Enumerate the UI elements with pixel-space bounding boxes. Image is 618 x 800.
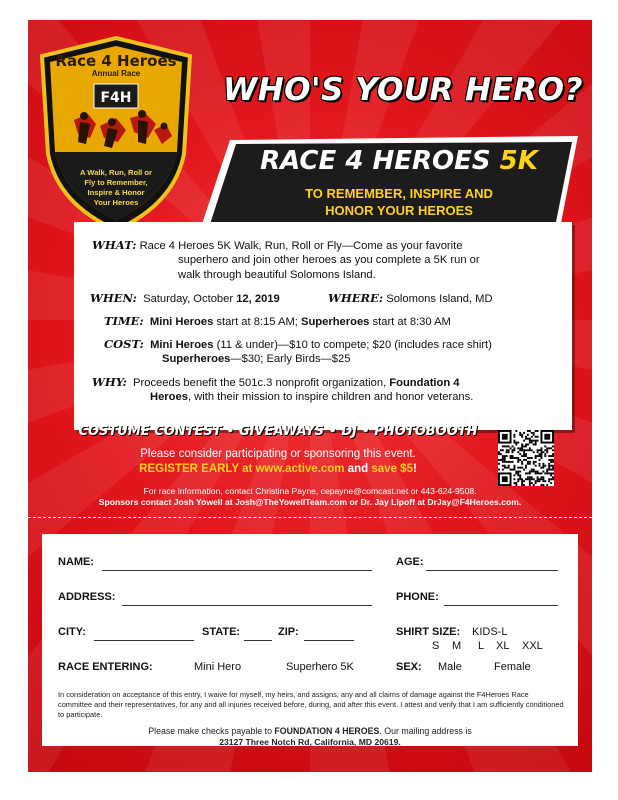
- shirt-size-xl[interactable]: XL: [496, 640, 510, 652]
- logo-tagline-line: A Walk, Run, Roll or: [80, 168, 152, 177]
- why-mission: , with their mission to inspire children and honor veterans.: [187, 391, 474, 403]
- address-label: ADDRESS:: [58, 591, 116, 603]
- why-line: [92, 375, 460, 390]
- city-label: CITY:: [58, 626, 86, 638]
- checks-text: Please make checks payable to: [148, 726, 275, 736]
- time-line: [104, 314, 451, 329]
- registration-form: [42, 534, 578, 746]
- cost-label: COST:: [104, 337, 144, 351]
- time-label: TIME:: [104, 314, 144, 328]
- shirt-size-s[interactable]: S: [432, 640, 440, 652]
- register-save: save $5: [371, 463, 413, 475]
- banner-subtitle-line: HONOR YOUR HEROES: [325, 203, 473, 218]
- cost-super: Superheroes: [162, 353, 231, 365]
- city-field[interactable]: [94, 640, 194, 641]
- age-field[interactable]: [426, 570, 558, 571]
- phone-field[interactable]: [444, 605, 558, 606]
- cost-super-price: —$30; Early Birds—$25: [230, 353, 351, 365]
- mini-hero-option[interactable]: Mini Hero: [194, 661, 242, 673]
- why-line-2: [150, 390, 473, 404]
- register-exclaim: !: [412, 463, 417, 475]
- cost-line-2: [162, 352, 350, 366]
- why-text: Proceeds benefit the 501c.3 nonprofit organization,: [133, 377, 390, 389]
- female-option[interactable]: Female: [494, 661, 531, 673]
- what-label: WHAT:: [92, 238, 137, 252]
- state-field[interactable]: [244, 640, 272, 641]
- race-entering-label: RACE ENTERING:: [58, 661, 153, 673]
- zip-field[interactable]: [304, 640, 354, 641]
- time-super-start: start at 8:30 AM: [369, 316, 451, 328]
- when-line: [90, 291, 280, 306]
- logo-tagline: [52, 168, 180, 208]
- phone-label: PHONE:: [396, 591, 439, 603]
- time-mini: Mini Heroes: [149, 316, 214, 328]
- shirt-size-kids[interactable]: KIDS-L: [472, 626, 508, 638]
- name-label: NAME:: [58, 556, 95, 568]
- cost-mini-price: (11 & under)—$10 to compete; $20 (includes race shirt): [213, 339, 492, 351]
- logo-tagline-line: Your Heroes: [93, 198, 139, 207]
- what-line-3: walk through beautiful Solomons Island.: [178, 269, 376, 281]
- register-early: REGISTER EARLY: [139, 463, 243, 475]
- race-logo: [34, 34, 198, 234]
- shirt-size-xxl[interactable]: XXL: [522, 640, 543, 652]
- when-value-b: 12, 2019: [236, 293, 280, 305]
- what-text: Race 4 Heroes 5K Walk, Run, Roll or Fly—Come as your favorite: [139, 240, 463, 252]
- banner-title-accent: 5K: [499, 146, 538, 176]
- headline: WHO'S YOUR HERO?: [223, 72, 583, 108]
- where-label: WHERE:: [328, 291, 384, 305]
- cost-mini: Mini Heroes: [150, 339, 214, 351]
- banner-title-main: RACE 4 HEROES: [260, 146, 500, 176]
- logo-tagline-line: Inspire & Honor: [87, 188, 145, 197]
- sex-label: SEX:: [396, 661, 422, 673]
- what-line-2: superhero and join other heroes as you complete a 5K run or: [178, 254, 480, 266]
- time-mini-start: start at 8:15 AM;: [213, 316, 302, 328]
- state-label: STATE:: [202, 626, 241, 638]
- why-org-2: Heroes: [150, 391, 188, 403]
- cost-line: [104, 337, 492, 352]
- shirt-size-m[interactable]: M: [452, 640, 462, 652]
- why-org: Foundation 4: [389, 377, 460, 389]
- name-field[interactable]: [102, 570, 372, 571]
- checks-payable: [52, 726, 568, 736]
- register-text: [68, 463, 488, 475]
- logo-title: Race 4 Heroes: [55, 52, 177, 70]
- mailing-address: 23127 Three Notch Rd, California, MD 20619.: [219, 737, 401, 747]
- sponsor-contact: Sponsors contact Josh Yowell at Josh@TheYowellTeam.com or Dr. Jay Lipoff at DrJay@F4Heroes.com.: [98, 497, 522, 507]
- checks-payee: FOUNDATION 4 HEROES: [274, 726, 380, 736]
- race-contact: For race information, contact Christina Payne, cepayne@comcast.net or 443-624-9508.: [143, 486, 477, 496]
- time-super: Superheroes: [301, 316, 370, 328]
- event-info-box: [74, 222, 572, 430]
- qr-code-icon[interactable]: [498, 430, 554, 486]
- shirt-size-l[interactable]: L: [478, 640, 485, 652]
- banner: [200, 136, 580, 230]
- where-value: Solomons Island, MD: [386, 293, 493, 305]
- checks-address-intro: . Our mailing address is: [379, 726, 472, 736]
- logo-tagline-line: Fly to Remember,: [84, 178, 148, 187]
- male-option[interactable]: Male: [438, 661, 462, 673]
- superhero-option[interactable]: Superhero 5K: [286, 661, 354, 673]
- where-line: [328, 291, 493, 306]
- event-extras: COSTUME CONTEST • GIVEAWAYS • DJ • PHOTOBOOTH: [78, 424, 478, 439]
- register-site[interactable]: at www.active.com: [242, 463, 345, 475]
- shirt-size-label: SHIRT SIZE:: [396, 626, 461, 638]
- what-line: [92, 238, 462, 253]
- zip-label: ZIP:: [278, 626, 299, 638]
- consider-text: Please consider participating or sponsoring this event.: [140, 448, 416, 460]
- when-value-a: Saturday, October: [143, 293, 237, 305]
- address-field[interactable]: [122, 605, 372, 606]
- cut-line: [28, 517, 592, 518]
- liability-waiver: In consideration on acceptance of this entry, I waive for myself, my heirs, and assigns, any and all claims of damage against the F4Heroes Race committee and their representatives, for any and all injuries received before, during, and after this event. I attest and verify that I am sufficiently conditioned to participate.: [58, 690, 564, 719]
- logo-subtitle: Annual Race: [91, 69, 141, 78]
- why-label: WHY:: [92, 375, 127, 389]
- age-label: AGE:: [396, 556, 424, 568]
- when-label: WHEN:: [90, 291, 137, 305]
- svg-text:F4H: F4H: [100, 90, 132, 106]
- banner-subtitle-line: TO REMEMBER, INSPIRE AND: [305, 186, 493, 201]
- flyer: [28, 20, 592, 772]
- banner-title: [234, 146, 564, 176]
- register-and: and: [344, 463, 372, 475]
